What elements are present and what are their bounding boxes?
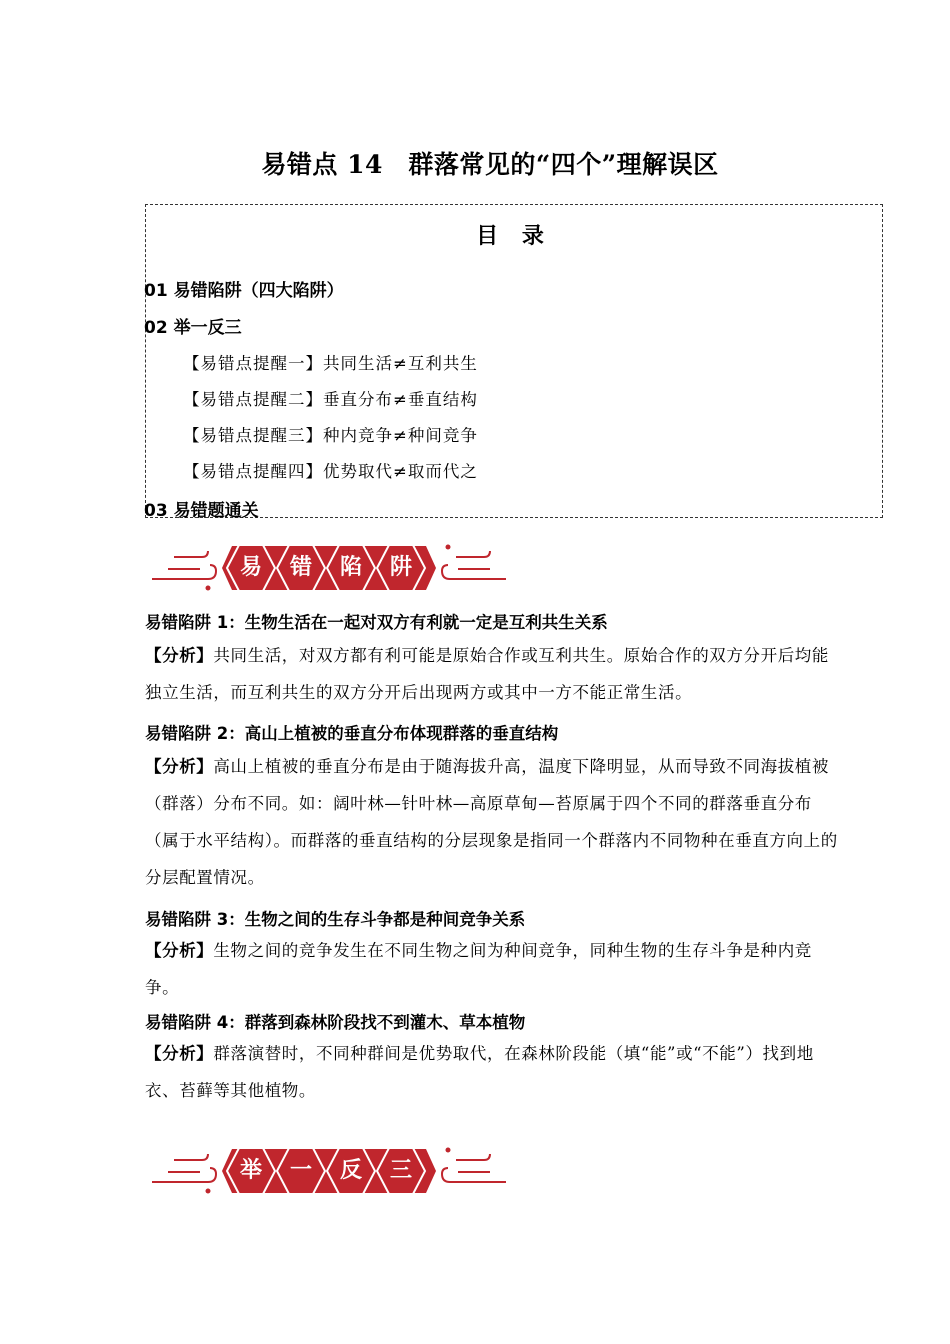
analysis-text: 群落演替时，不同种群间是优势取代，在森林阶段能（填“能”或“不能”）找到地衣、苔藓等其他植物。 <box>145 1044 814 1100</box>
toc-section-traps[interactable]: 01 易错陷阱（四大陷阱） <box>144 281 344 301</box>
toc-section-examples[interactable]: 02 举一反三 <box>144 318 242 338</box>
trap-analysis-2 <box>145 748 838 896</box>
analysis-label: 【分析】 <box>145 941 214 960</box>
banner-char: 阱 <box>389 555 412 580</box>
trap-analysis-3 <box>145 932 838 1006</box>
analysis-label: 【分析】 <box>145 757 214 776</box>
trap-title-4: 易错陷阱 4：群落到森林阶段找不到灌木、草本植物 <box>145 1013 526 1032</box>
section-banner-examples <box>150 1140 508 1202</box>
trap-analysis-1 <box>145 637 838 711</box>
banner-char: 举 <box>239 1158 262 1183</box>
trap-analysis-4 <box>145 1035 838 1109</box>
toc-section-exercises[interactable]: 03 易错题通关 <box>144 501 259 521</box>
trap-title-3: 易错陷阱 3：生物之间的生存斗争都是种间竞争关系 <box>145 910 526 929</box>
toc-item-reminder-1[interactable]: 【易错点提醒一】共同生活≠互利共生 <box>183 354 478 373</box>
banner-char: 三 <box>389 1158 412 1183</box>
toc-item-reminder-3[interactable]: 【易错点提醒三】种内竞争≠种间竞争 <box>183 426 478 445</box>
banner-char: 一 <box>289 1158 312 1183</box>
toc-heading: 目 录 <box>476 224 552 249</box>
analysis-label: 【分析】 <box>145 646 214 665</box>
banner-char: 易 <box>239 555 262 580</box>
toc-item-reminder-4[interactable]: 【易错点提醒四】优势取代≠取而代之 <box>183 462 478 481</box>
banner-char: 陷 <box>339 555 362 580</box>
section-banner-traps <box>150 537 508 599</box>
analysis-text: 高山上植被的垂直分布是由于随海拔升高，温度下降明显，从而导致不同海拔植被（群落）分布不同。如：阔叶林—针叶林—高原草甸—苔原属于四个不同的群落垂直分布（属于水平结构）。而群落的垂直结构的分层现象是指同一个群落内不同物种在垂直方向上的分层配置情况。 <box>145 757 838 887</box>
analysis-text: 共同生活，对双方都有利可能是原始合作或互利共生。原始合作的双方分开后均能独立生活，而互利共生的双方分开后出现两方或其中一方不能正常生活。 <box>145 646 830 702</box>
trap-title-2: 易错陷阱 2：高山上植被的垂直分布体现群落的垂直结构 <box>145 724 559 743</box>
table-of-contents <box>144 204 883 521</box>
banner-char: 反 <box>339 1158 362 1183</box>
toc-item-reminder-2[interactable]: 【易错点提醒二】垂直分布≠垂直结构 <box>183 390 478 409</box>
analysis-text: 生物之间的竞争发生在不同生物之间为种间竞争，同种生物的生存斗争是种内竞争。 <box>145 941 812 997</box>
banner-char: 错 <box>289 555 312 580</box>
analysis-label: 【分析】 <box>145 1044 214 1063</box>
trap-title-1: 易错陷阱 1：生物生活在一起对双方有利就一定是互利共生关系 <box>145 613 608 632</box>
page-title: 易错点 14 群落常见的“四个”理解误区 <box>261 150 719 179</box>
